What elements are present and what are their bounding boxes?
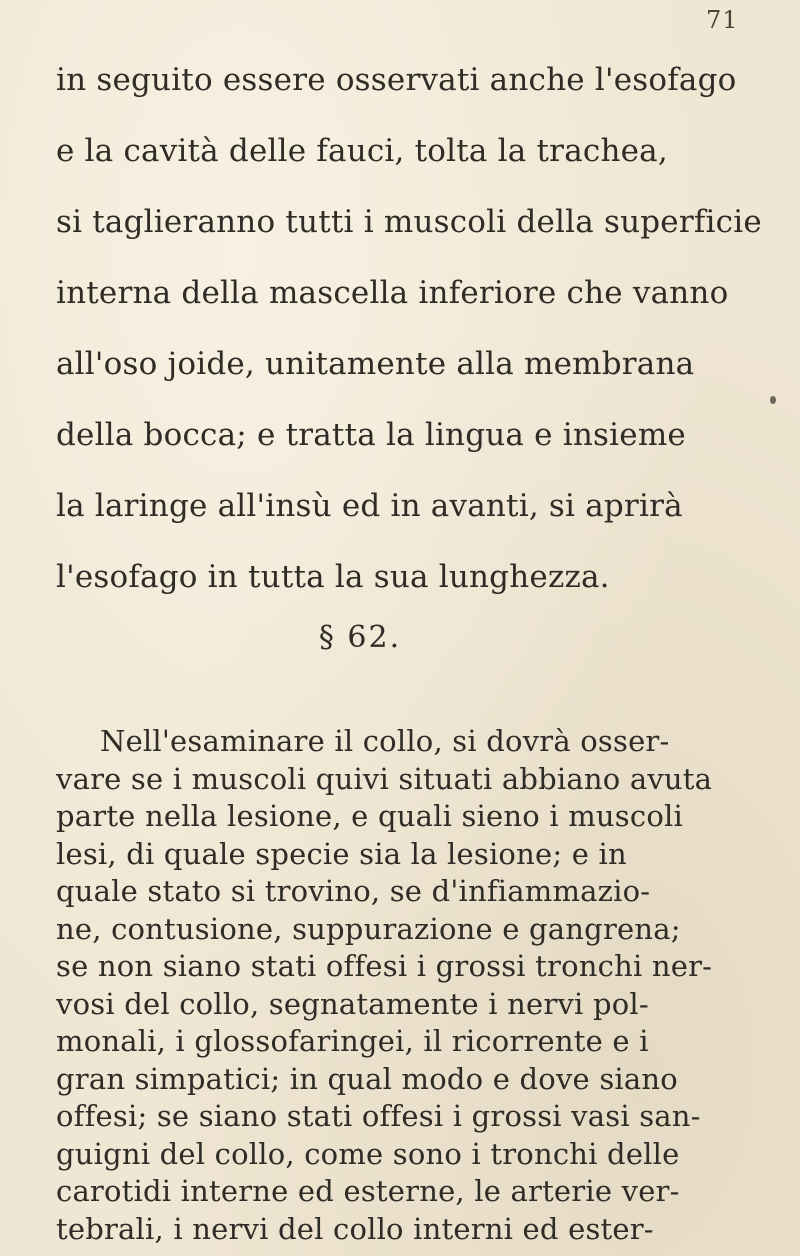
text-line: si taglieranno tutti i muscoli della superficie [56,204,762,240]
text-line: vosi del collo, segnatamente i nervi pol- [56,987,649,1021]
text-line: in seguito essere osservati anche l'esofago [56,62,737,98]
text-line: parte nella lesione, e quali sieno i muscoli [56,799,683,833]
text-line: quale stato si trovino, se d'infiammazio- [56,874,651,908]
text-line: ne, contusione, suppurazione e gangrena; [56,912,681,946]
text-line: e la cavità delle fauci, tolta la trachea, [56,133,668,169]
text-line: vare se i muscoli quivi situati abbiano avuta [56,762,713,796]
text-line: guigni del collo, come sono i tronchi delle [56,1137,680,1171]
text-line: gran simpatici; in qual modo e dove siano [56,1062,678,1096]
text-line: se non siano stati offesi i grossi tronchi ner- [56,949,713,983]
page-number: 71 [706,6,739,34]
text-line: la laringe all'insù ed in avanti, si aprirà [56,488,683,524]
text-line: lesi, di quale specie sia la lesione; e in [56,837,627,871]
text-line: carotidi interne ed esterne, le arterie ver- [56,1174,680,1208]
ink-speck [770,396,776,404]
text-line: all'oso joide, unitamente alla membrana [56,346,695,382]
text-line: Nell'esaminare il collo, si dovrà osser- [100,724,670,758]
text-line: tebrali, i nervi del collo interni ed ester- [56,1212,654,1246]
text-line: l'esofago in tutta la sua lunghezza. [56,559,610,595]
text-line: interna della mascella inferiore che vanno [56,275,729,311]
section-heading: § 62. [318,620,402,655]
text-line: della bocca; e tratta la lingua e insieme [56,417,686,453]
text-line: monali, i glossofaringei, il ricorrente e i [56,1024,649,1058]
text-line: offesi; se siano stati offesi i grossi vasi san- [56,1099,701,1133]
